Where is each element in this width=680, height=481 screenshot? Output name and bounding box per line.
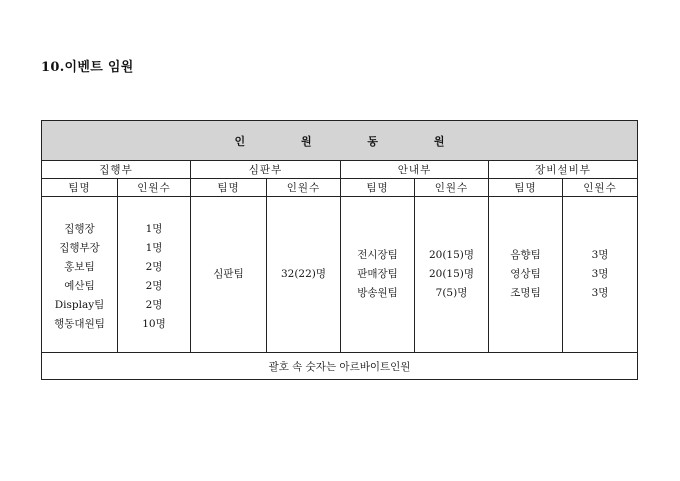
table-title: 인 원 동 원 bbox=[42, 121, 638, 161]
col-header-team: 팀명 bbox=[341, 179, 415, 197]
team-name: 영상팀 bbox=[510, 268, 541, 280]
team-list-equipment bbox=[489, 197, 563, 353]
team-name: 전시장팀 bbox=[357, 249, 398, 261]
team-count: 20(15)명 bbox=[428, 249, 475, 261]
team-name: 음향팀 bbox=[510, 249, 541, 261]
team-count: 1명 bbox=[145, 241, 163, 254]
team-list-referee bbox=[191, 197, 267, 353]
team-count: 3명 bbox=[591, 268, 609, 280]
team-list-guide bbox=[341, 197, 415, 353]
team-count: 10명 bbox=[142, 317, 166, 330]
col-header-team: 팀명 bbox=[489, 179, 563, 197]
team-count: 7(5)명 bbox=[435, 287, 468, 299]
team-name: 홍보팀 bbox=[64, 260, 95, 273]
team-count: 3명 bbox=[591, 249, 609, 261]
dept-header-equipment: 장비설비부 bbox=[489, 161, 638, 179]
team-name: 집행장 bbox=[64, 222, 95, 235]
count-list-execution bbox=[118, 197, 191, 353]
team-name: 조명팀 bbox=[510, 287, 541, 299]
team-name: 방송원팀 bbox=[357, 287, 398, 299]
team-name: 판매장팀 bbox=[357, 268, 398, 280]
team-name: 집행부장 bbox=[59, 241, 100, 254]
team-count: 2명 bbox=[145, 260, 163, 273]
team-count: 3명 bbox=[591, 287, 609, 299]
team-name: 심판팀 bbox=[213, 268, 244, 280]
count-list-guide bbox=[415, 197, 489, 353]
team-count: 1명 bbox=[145, 222, 163, 235]
team-count: 2명 bbox=[145, 279, 163, 292]
section-heading: 10.이벤트 임원 bbox=[41, 60, 134, 75]
dept-header-referee: 심판부 bbox=[191, 161, 341, 179]
staffing-table bbox=[41, 120, 638, 380]
col-header-count: 인원수 bbox=[563, 179, 638, 197]
team-count: 20(15)명 bbox=[428, 268, 475, 280]
col-header-count: 인원수 bbox=[415, 179, 489, 197]
count-list-referee bbox=[267, 197, 341, 353]
team-name: Display팀 bbox=[54, 298, 105, 311]
team-name: 행동대원팀 bbox=[54, 317, 105, 330]
col-header-count: 인원수 bbox=[267, 179, 341, 197]
col-header-count: 인원수 bbox=[118, 179, 191, 197]
dept-header-execution: 집행부 bbox=[42, 161, 191, 179]
col-header-team: 팀명 bbox=[42, 179, 118, 197]
team-count: 32(22)명 bbox=[280, 268, 327, 280]
table-footnote: 괄호 속 숫자는 아르바이트인원 bbox=[42, 353, 638, 380]
dept-header-guide: 안내부 bbox=[341, 161, 489, 179]
count-list-equipment bbox=[563, 197, 638, 353]
team-count: 2명 bbox=[145, 298, 163, 311]
team-list-execution bbox=[42, 197, 118, 353]
team-name: 예산팀 bbox=[64, 279, 95, 292]
col-header-team: 팀명 bbox=[191, 179, 267, 197]
